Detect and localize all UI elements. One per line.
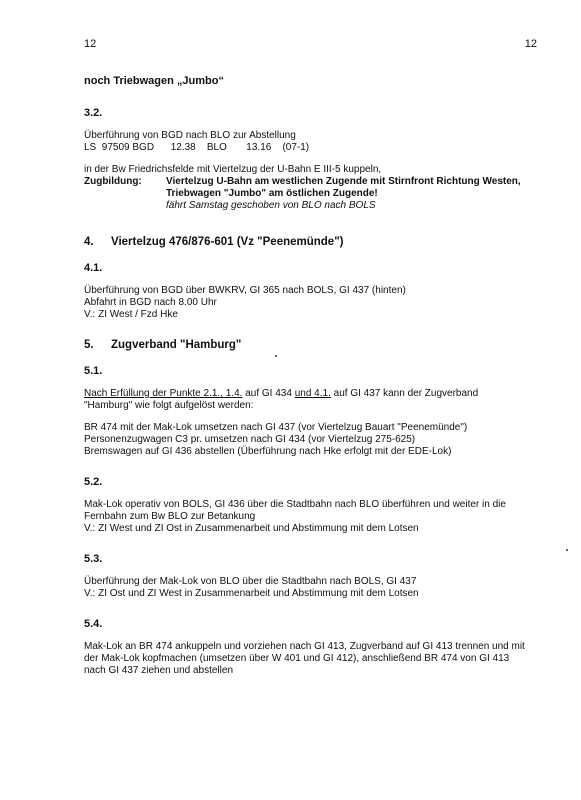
- page-number-left: 12: [84, 38, 97, 50]
- text-line: BR 474 mit der Mak-Lok umsetzen nach GI 437 (vor Viertelzug Bauart "Peenemünde"): [84, 422, 468, 433]
- text-line: nach GI 437 ziehen und abstellen: [84, 665, 233, 676]
- text-line: fährt Samstag geschoben von BLO nach BOLS: [166, 200, 376, 211]
- text-line: "Hamburg" wie folgt aufgelöst werden:: [84, 400, 254, 411]
- text-line: Überführung von BGD über BWKRV, GI 365 nach BOLS, GI 437 (hinten): [84, 285, 406, 296]
- text-line: Überführung der Mak-Lok von BLO über die Stadtbahn nach BOLS, GI 437: [84, 576, 417, 587]
- text-line: der Mak-Lok kopfmachen (umsetzen über W 401 und GI 412), anschließend BR 474 von GI 413: [84, 653, 510, 664]
- section-5-3-heading: 5.3.: [84, 553, 103, 565]
- zugbildung-row: [84, 176, 562, 212]
- section-5-2-body: [84, 499, 562, 535]
- section-5-3-body: [84, 576, 562, 600]
- text-line: Mak-Lok operativ von BOLS, GI 436 über die Stadtbahn nach BLO überführen und weiter in die: [84, 499, 506, 510]
- section-5-1-heading: 5.1.: [84, 365, 103, 377]
- text-line: in der Bw Friedrichsfelde mit Viertelzug der U-Bahn E III-5 kuppeln,: [84, 164, 382, 175]
- section-5-4-body: [84, 641, 562, 677]
- section-3-2-body: [84, 164, 562, 212]
- underlined-text: und 4.1.: [294, 388, 331, 399]
- text-line: Personenzugwagen C3 pr. umsetzen nach GI 434 (vor Viertelzug 275-625): [84, 434, 416, 445]
- plain-text: auf GI 437 kann der Zugverband: [330, 388, 479, 399]
- text-line: [84, 388, 562, 400]
- section-number: 5.: [84, 339, 94, 351]
- section-5-heading: [84, 339, 562, 351]
- section-5-4-heading: 5.4.: [84, 618, 103, 630]
- section-3-2-heading: 3.2.: [84, 107, 103, 119]
- section-5-2-heading: 5.2.: [84, 476, 103, 488]
- text-line: Triebwagen "Jumbo" am östlichen Zugende!: [166, 188, 378, 199]
- section-4-1-body: [84, 285, 562, 321]
- section-5-1-intro: [84, 388, 562, 412]
- text-line: Fernbahn zum Bw BLO zur Betankung: [84, 511, 256, 522]
- document-body: [84, 75, 562, 695]
- text-line: V.: ZI Ost und ZI West in Zusammenarbeit und Abstimmung mit dem Lotsen: [84, 588, 419, 599]
- text-line: Bremswagen auf GI 436 abstellen (Überführung nach Hke erfolgt mit der EDE-Lok): [84, 446, 452, 457]
- section-title: Viertelzug 476/876-601 (Vz "Peenemünde"): [111, 236, 344, 248]
- scan-speck: [566, 549, 568, 551]
- zugbildung-label: Zugbildung:: [84, 176, 142, 187]
- text-line: Mak-Lok an BR 474 ankuppeln und vorziehen nach GI 413, Zugverband auf GI 413 trennen und mit: [84, 641, 525, 652]
- section-5-1-body: [84, 422, 562, 458]
- page-number-right: 12: [524, 38, 537, 50]
- schedule-line: LS 97509 BGD 12.38 BLO 13.16 (07-1): [84, 142, 310, 153]
- section-title: Zugverband "Hamburg": [111, 339, 242, 351]
- zugbildung-text: [166, 176, 562, 212]
- section-4-heading: [84, 236, 562, 248]
- page-title: noch Triebwagen „Jumbo“: [84, 75, 224, 87]
- underlined-text: Nach Erfüllung der Punkte 2.1., 1.4.: [84, 388, 243, 399]
- section-number: 4.: [84, 236, 94, 248]
- section-3-2-intro: [84, 130, 562, 154]
- text-line: Abfahrt in BGD nach 8.00 Uhr: [84, 297, 217, 308]
- section-4-1-heading: 4.1.: [84, 262, 103, 274]
- plain-text: auf GI 434: [242, 388, 295, 399]
- text-line: Viertelzug U-Bahn am westlichen Zugende mit Stirnfront Richtung Westen,: [166, 176, 521, 187]
- text-line: Überführung von BGD nach BLO zur Abstellung: [84, 130, 296, 141]
- text-line: V.: ZI West und ZI Ost in Zusammenarbeit und Abstimmung mit dem Lotsen: [84, 523, 419, 534]
- text-line: V.: ZI West / Fzd Hke: [84, 309, 178, 320]
